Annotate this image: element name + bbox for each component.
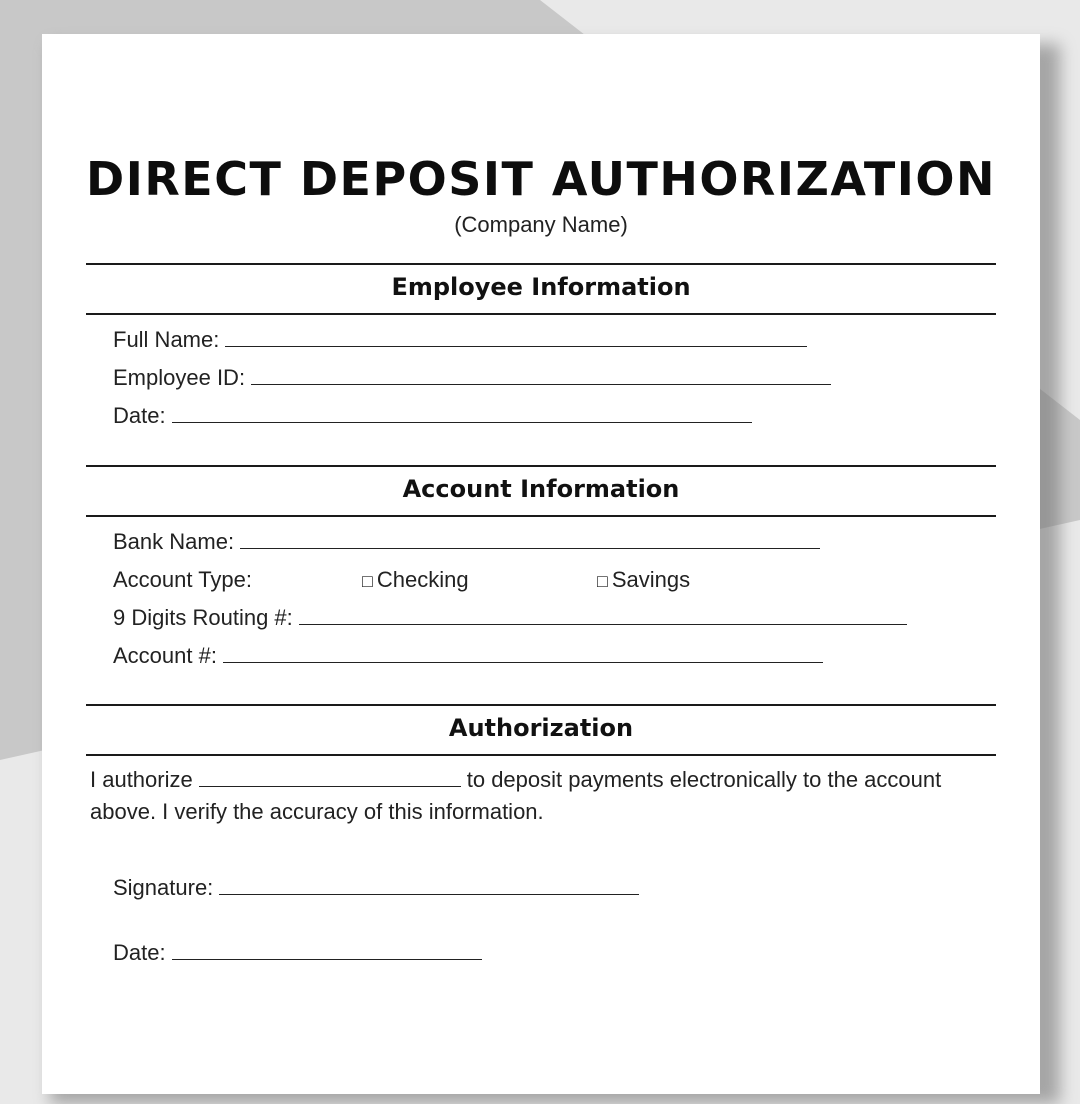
- authorized-company-line[interactable]: [199, 766, 461, 787]
- section-divider: [86, 704, 996, 706]
- authorization-date-line[interactable]: [172, 939, 482, 960]
- routing-number-label: 9 Digits Routing #:: [113, 605, 293, 630]
- section-divider: [86, 313, 996, 315]
- checking-option[interactable]: [362, 566, 469, 595]
- signature-label: Signature:: [113, 875, 214, 900]
- account-number-label: Account #:: [113, 643, 217, 668]
- employee-id-line[interactable]: [251, 364, 831, 385]
- bank-name-field[interactable]: [113, 528, 820, 556]
- checkbox-icon[interactable]: □: [362, 571, 373, 591]
- bank-name-line[interactable]: [240, 528, 820, 549]
- form-sheet: [42, 34, 1040, 1094]
- employee-id-field[interactable]: [113, 364, 831, 392]
- section-divider: [86, 263, 996, 265]
- authorization-statement: [90, 764, 1010, 828]
- authorization-section-heading: Authorization: [448, 714, 634, 742]
- section-divider: [86, 465, 996, 467]
- savings-label: Savings: [611, 567, 691, 592]
- signature-line[interactable]: [219, 874, 639, 895]
- form-title: DIRECT DEPOSIT AUTHORIZATION: [86, 152, 996, 206]
- authorization-text-before: I authorize: [90, 767, 193, 792]
- account-section-heading: Account Information: [402, 475, 680, 503]
- routing-number-line[interactable]: [299, 604, 907, 625]
- routing-number-field[interactable]: [113, 604, 907, 632]
- account-number-field[interactable]: [113, 642, 823, 670]
- employee-section-heading: Employee Information: [391, 273, 691, 301]
- employee-id-label: Employee ID:: [113, 365, 246, 390]
- bank-name-label: Bank Name:: [113, 529, 235, 554]
- authorization-date-field[interactable]: [113, 939, 482, 967]
- employee-date-label: Date:: [113, 403, 166, 428]
- employee-date-field[interactable]: [113, 402, 752, 430]
- full-name-field[interactable]: [113, 326, 807, 354]
- checkbox-icon[interactable]: □: [597, 571, 608, 591]
- account-number-line[interactable]: [223, 642, 823, 663]
- account-type-field: [113, 566, 252, 594]
- employee-date-line[interactable]: [172, 402, 752, 423]
- section-divider: [86, 754, 996, 756]
- account-type-label: Account Type:: [113, 567, 253, 592]
- checking-label: Checking: [376, 567, 469, 592]
- full-name-line[interactable]: [225, 326, 807, 347]
- savings-option[interactable]: [597, 566, 690, 595]
- company-name-placeholder: (Company Name): [454, 212, 628, 237]
- signature-field[interactable]: [113, 874, 639, 902]
- full-name-label: Full Name:: [113, 327, 220, 352]
- authorization-text-after: to deposit payments electronically to the account above. I verify the accuracy of this information.: [90, 767, 942, 824]
- authorization-date-label: Date:: [113, 940, 166, 965]
- section-divider: [86, 515, 996, 517]
